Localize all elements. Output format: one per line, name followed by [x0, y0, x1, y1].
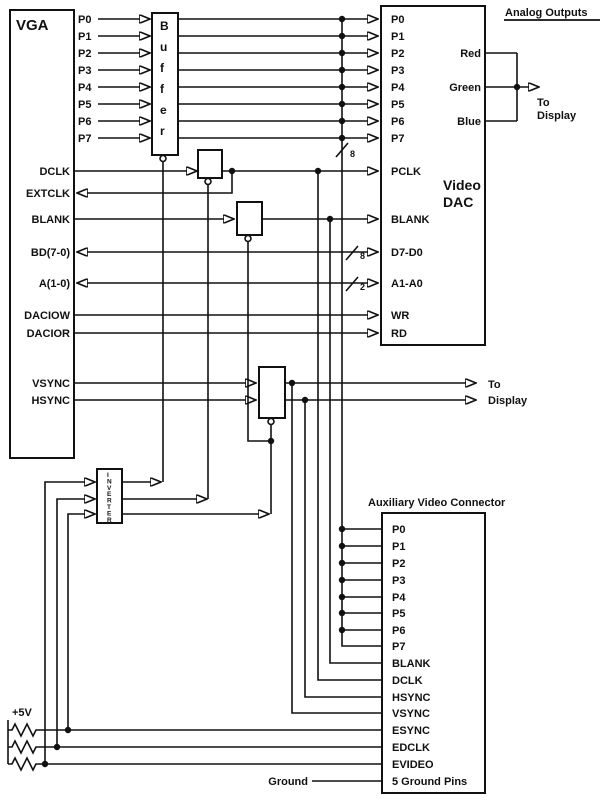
- blank-wires: [74, 202, 382, 663]
- aux-pin: P4: [392, 592, 406, 604]
- dac-pin-p5: P5: [391, 99, 405, 111]
- bus-width-8: 8: [350, 149, 356, 159]
- vga-block: [10, 10, 92, 458]
- aux-pin: BLANK: [392, 658, 431, 670]
- vga-pin-dacior: DACIOR: [26, 328, 70, 340]
- vga-pin-p5: P5: [78, 99, 92, 111]
- wire-inverter-in-1: [45, 482, 85, 764]
- aux-pin: 5 Ground Pins: [392, 776, 468, 788]
- dclk-buffer-box: [198, 150, 222, 178]
- aux-pin: P3: [392, 575, 406, 587]
- dac-pin-p7: P7: [391, 133, 405, 145]
- inverter-label: I N V E R T E R: [107, 472, 112, 524]
- junction-dot: [65, 727, 71, 733]
- buffer-block: [152, 13, 178, 482]
- bus-width-8: 8: [360, 251, 366, 261]
- dac-pin-p0: P0: [391, 14, 405, 26]
- junction-dot: [339, 610, 345, 616]
- vga-pin-bd: BD(7-0): [30, 247, 70, 259]
- vga-pin-vsync: VSYNC: [32, 378, 70, 390]
- aux-pin: P7: [392, 641, 406, 653]
- junction-dot: [339, 543, 345, 549]
- aux-pin: VSYNC: [392, 708, 430, 720]
- vga-label: VGA: [16, 17, 49, 34]
- resistor-esync: [8, 724, 382, 736]
- vga-pin-p2: P2: [78, 48, 92, 60]
- dac-title-2: DAC: [443, 194, 474, 210]
- dac-title-1: Video: [443, 177, 481, 193]
- vga-pin-p4: P4: [78, 82, 92, 94]
- junction-dot: [339, 594, 345, 600]
- dac-pin-p1: P1: [391, 31, 405, 43]
- dac-pin-blue: Blue: [457, 116, 481, 128]
- p-data-wires: [98, 16, 382, 646]
- aux-pin: HSYNC: [392, 692, 431, 704]
- vga-pin-p0: P0: [78, 14, 92, 26]
- junction-dot: [42, 761, 48, 767]
- enable-bubble: [268, 419, 274, 425]
- ground-connection: [268, 776, 382, 788]
- aux-pin: ESYNC: [392, 725, 430, 737]
- aux-pin: DCLK: [392, 675, 423, 687]
- aux-pin: P5: [392, 608, 406, 620]
- enable-bubble: [205, 179, 211, 185]
- junction-dot: [339, 627, 345, 633]
- dac-pin-p3: P3: [391, 65, 405, 77]
- sync-buffer-box: [259, 367, 285, 418]
- vga-pin-extclk: EXTCLK: [26, 188, 70, 200]
- aux-pin: P1: [392, 541, 406, 553]
- aux-pin: EVIDEO: [392, 759, 434, 771]
- dac-pin-p6: P6: [391, 116, 405, 128]
- plus5v-label: +5V: [12, 707, 32, 719]
- junction-dot: [514, 84, 520, 90]
- bus-slash: [346, 277, 358, 291]
- buffer-label: B u f f e r: [160, 19, 169, 138]
- vga-pin-p6: P6: [78, 116, 92, 128]
- to-display-label: Display: [537, 110, 577, 122]
- wire-inverter-in-3: [68, 514, 85, 730]
- analog-outputs-title: Analog Outputs: [505, 7, 588, 19]
- dac-pin-green: Green: [449, 82, 481, 94]
- buffer-box: [152, 13, 178, 155]
- to-display-label: To: [537, 97, 550, 109]
- resistor-edclk: [8, 741, 382, 753]
- enable-bubble: [160, 156, 166, 162]
- video-dac-block: [381, 6, 485, 345]
- ground-label: Ground: [268, 776, 308, 788]
- aux-connector-block: [339, 497, 506, 793]
- bus-slash: [346, 246, 358, 260]
- dac-pin-p4: P4: [391, 82, 405, 94]
- dac-pin-rd: RD: [391, 328, 407, 340]
- resistor-evideo: [8, 758, 382, 770]
- blank-buffer-box: [237, 202, 262, 235]
- vga-pin-a: A(1-0): [38, 278, 70, 290]
- dac-pin-pclk: PCLK: [391, 166, 421, 178]
- dac-pin-addr: A1-A0: [391, 278, 423, 290]
- vga-pin-p1: P1: [78, 31, 92, 43]
- vga-pin-p3: P3: [78, 65, 92, 77]
- vga-box: [10, 10, 74, 458]
- to-display-label: Display: [488, 395, 528, 407]
- vga-pin-dclk: DCLK: [39, 166, 70, 178]
- junction-dot: [339, 577, 345, 583]
- dclk-wires: [74, 150, 382, 680]
- wire-dclk-to-aux: [318, 171, 382, 680]
- junction-dot: [339, 560, 345, 566]
- vga-pin-p7: P7: [78, 133, 92, 145]
- enable-bubble: [245, 236, 251, 242]
- wire-inverter-in-2: [57, 499, 85, 747]
- vga-pin-blank: BLANK: [31, 214, 70, 226]
- inverter-block: [45, 469, 259, 764]
- dac-pin-wr: WR: [391, 310, 410, 322]
- dac-pin-blank: BLANK: [391, 214, 430, 226]
- junction-dot: [54, 744, 60, 750]
- dac-pin-red: Red: [460, 48, 481, 60]
- aux-connector-title: Auxiliary Video Connector: [368, 497, 506, 509]
- aux-pin: P6: [392, 625, 406, 637]
- vga-pin-hsync: HSYNC: [31, 395, 70, 407]
- pullup-network: [8, 707, 382, 770]
- vga-pin-daciow: DACIOW: [24, 310, 70, 322]
- aux-pin: P2: [392, 558, 406, 570]
- dac-pin-p2: P2: [391, 48, 405, 60]
- junction-dot: [268, 438, 274, 444]
- aux-pin: EDCLK: [392, 742, 430, 754]
- analog-outputs: [485, 7, 600, 122]
- cpu-bus-wires: [74, 246, 368, 333]
- bus-width-2: 2: [360, 282, 366, 292]
- aux-pin: P0: [392, 524, 406, 536]
- junction-dot: [339, 526, 345, 532]
- to-display-label: To: [488, 379, 501, 391]
- dac-pin-data: D7-D0: [391, 247, 423, 259]
